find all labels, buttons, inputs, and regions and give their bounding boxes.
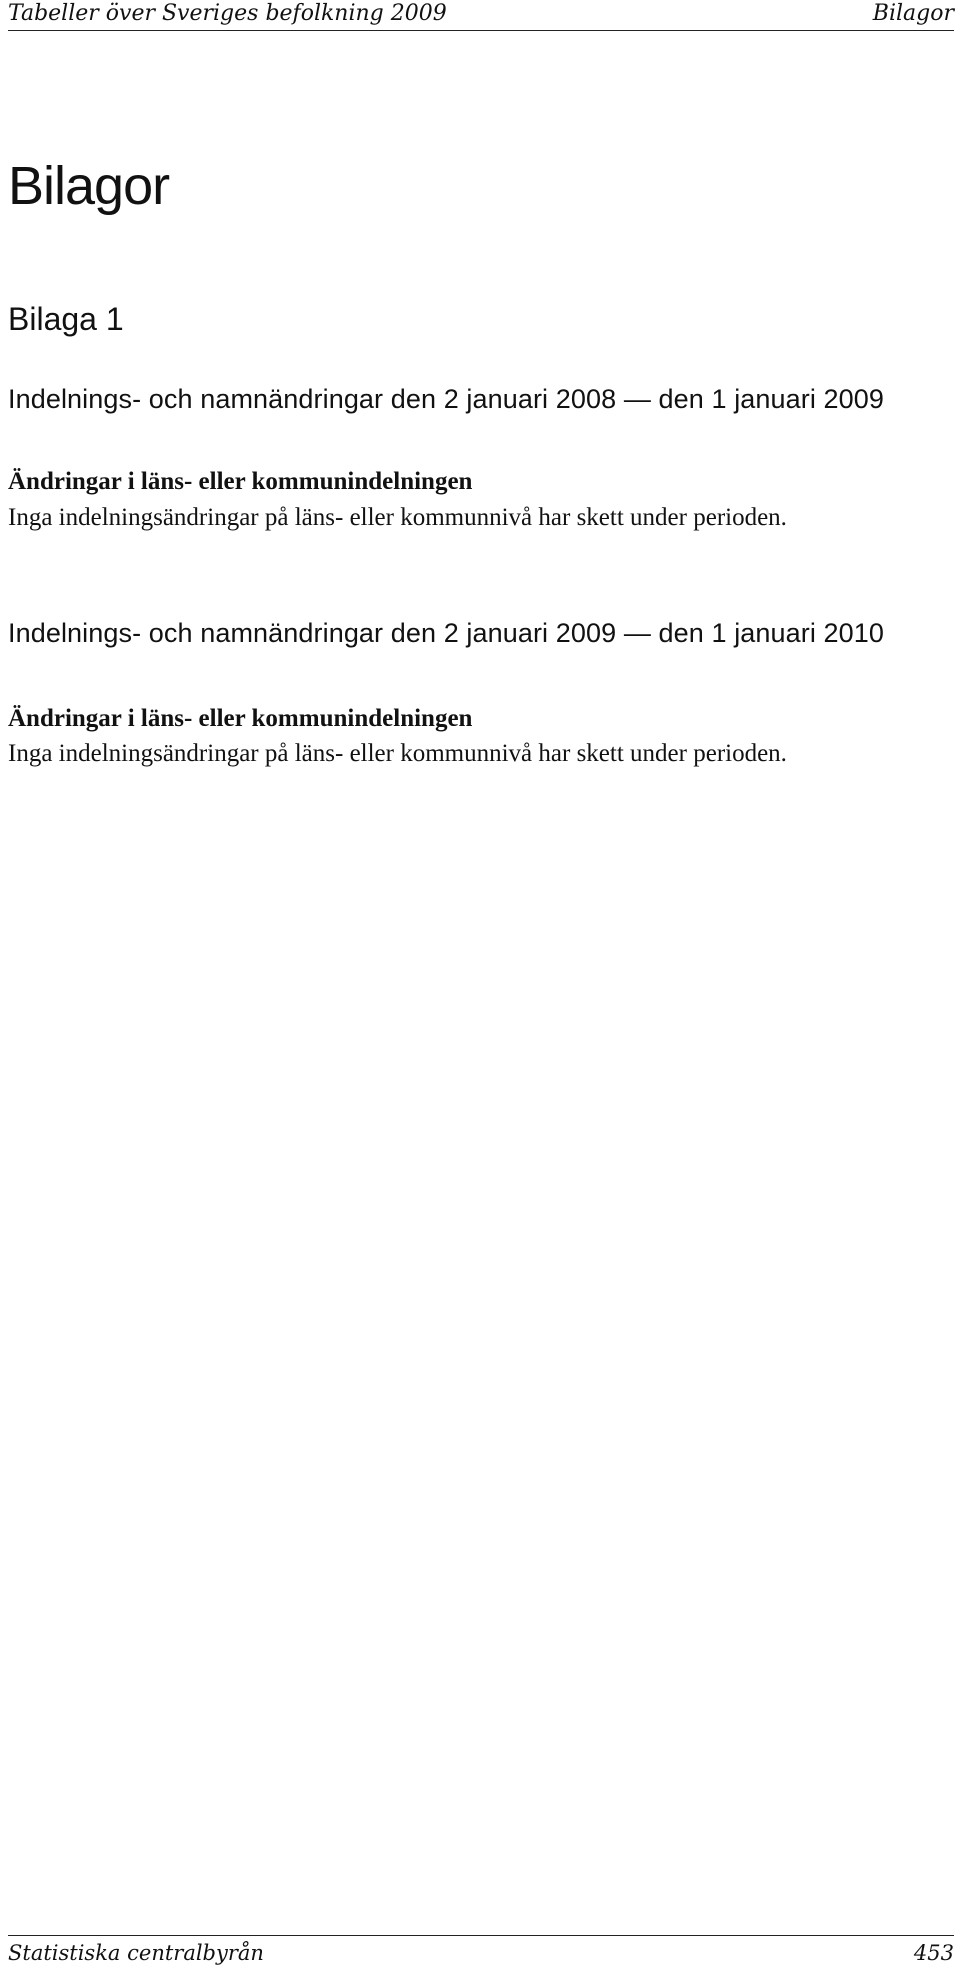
section-1-text: Inga indelningsändringar på läns- eller kommunnivå har skett under perioden.: [8, 504, 787, 531]
page-footer: [8, 1935, 954, 1966]
section-2-text: Inga indelningsändringar på läns- eller kommunnivå har skett under perioden.: [8, 740, 787, 767]
appendix-title: Bilaga 1: [8, 301, 124, 337]
page-number: 453: [913, 1941, 954, 1965]
section-1-heading: Indelnings- och namnändringar den 2 januari 2008 — den 1 januari 2009: [8, 384, 885, 414]
header-publication-title: Tabeller över Sveriges befolkning 2009: [8, 1, 447, 26]
section-2-heading: Indelnings- och namnändringar den 2 januari 2009 — den 1 januari 2010: [8, 618, 885, 648]
page-title: Bilagor: [8, 156, 170, 216]
section-2-subheading: Ändringar i läns- eller kommunindelningen: [8, 705, 473, 732]
header-section-title: Bilagor: [872, 1, 954, 26]
running-header: [8, 0, 954, 31]
footer-publisher: Statistiska centralbyrån: [8, 1941, 264, 1965]
section-1-subheading: Ändringar i läns- eller kommunindelningen: [8, 468, 473, 495]
